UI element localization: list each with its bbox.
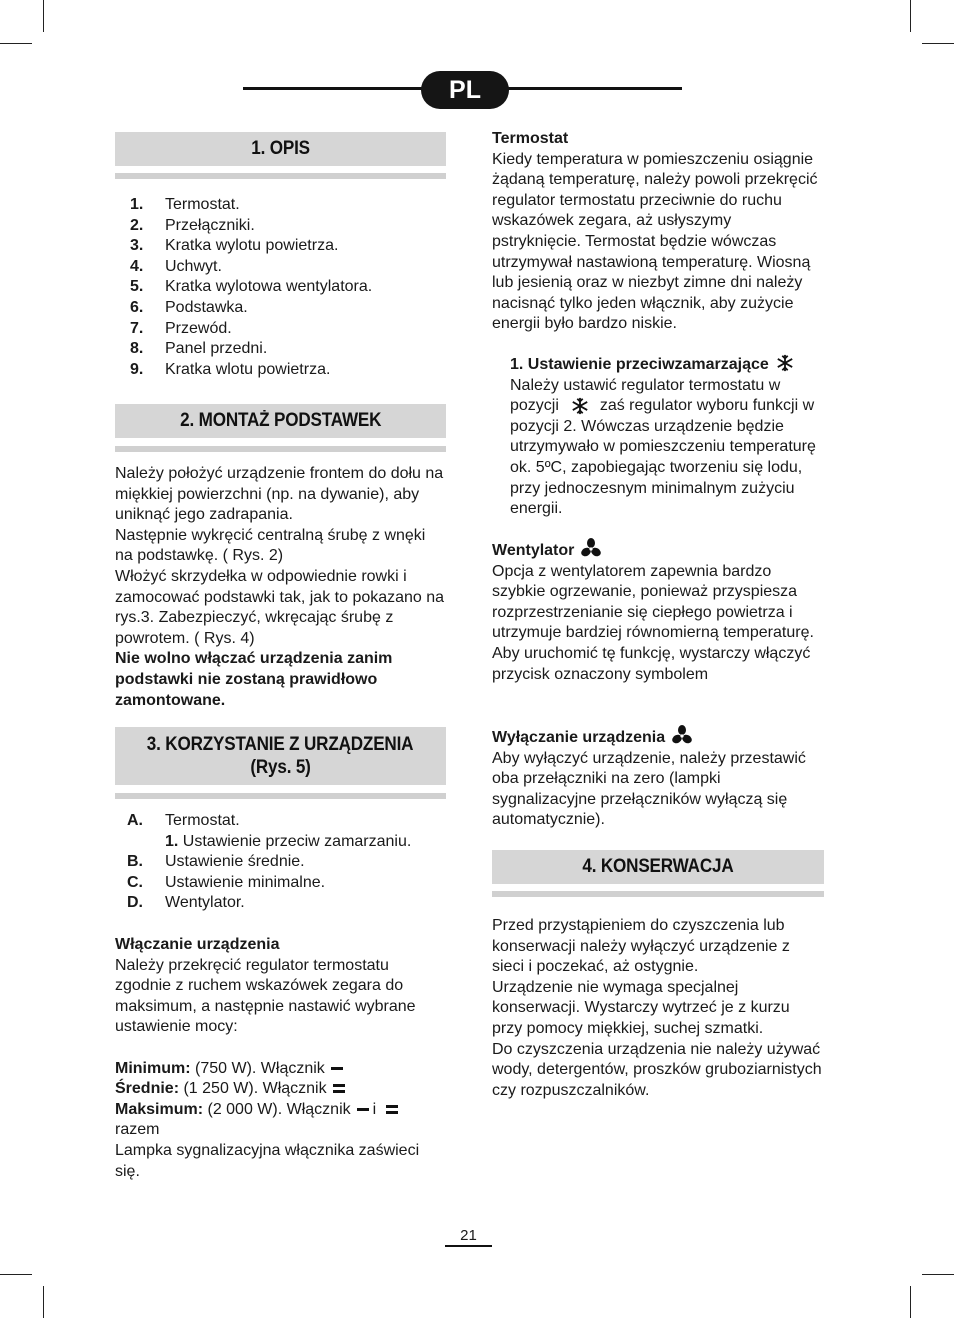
page-number: 21 xyxy=(460,1227,477,1244)
thermostat-section xyxy=(492,129,824,335)
section-underline xyxy=(115,793,446,799)
subheading: Termostat xyxy=(492,130,569,147)
subheading: Wyłączanie urządzenia xyxy=(492,728,824,749)
section-underline xyxy=(115,173,446,179)
list-item: 5. Kratka wylotowa wentylatora. xyxy=(130,278,373,296)
section-underline xyxy=(492,891,824,897)
crop-mark xyxy=(43,1286,44,1318)
language-badge: PL xyxy=(421,71,509,109)
snowflake-icon xyxy=(776,354,794,372)
list-item: A. Termostat. xyxy=(127,812,240,829)
subheading: Wentylator xyxy=(492,541,824,562)
crop-mark xyxy=(910,1286,911,1318)
crop-mark xyxy=(922,43,954,44)
paragraph: Opcja z wentylatorem zapewnia bardzo szybkie ogrzewanie, ponieważ przyspiesza rozprzestrzenianie się ciepłego powietrza i utrzymuje bardziej równomierną temperaturę. Aby uruchomić tę funkcję, wystarczy włączyć przycisk oznaczony symbolem xyxy=(492,562,814,683)
paragraph: Przed przystąpieniem do czyszczenia lub konserwacji należy wyłączyć urządzenie z sieci i poczekać, aż ostygnie. xyxy=(492,917,790,976)
snowflake-icon xyxy=(571,397,589,415)
header-rule-right xyxy=(497,87,682,90)
list-item: 6. Podstawka. xyxy=(130,298,248,316)
page-number-underline xyxy=(445,1245,492,1247)
crop-mark xyxy=(910,0,911,32)
section-header-konserwacja: 4. KONSERWACJA xyxy=(492,850,824,884)
usage-list xyxy=(115,811,446,914)
description-list xyxy=(115,195,446,380)
list-item: D. Wentylator. xyxy=(127,894,245,912)
switch-double-icon xyxy=(333,1084,345,1093)
paragraph: Urządzenie nie wymaga specjalnej konserwacji. Wystarczy wytrzeć je z kurzu przy pomocy miękkiej, suchej szmatki. xyxy=(492,978,790,1037)
paragraph: Aby wyłączyć urządzenie, należy przestawić oba przełączniki na zero (lampki sygnalizacyjne przełączników wyłączą się automatycznie). xyxy=(492,749,806,829)
crop-mark xyxy=(922,1274,954,1275)
fan-icon xyxy=(581,538,601,558)
power-off-section xyxy=(492,728,824,831)
power-medium: Średnie: (1 250 W). Włącznik xyxy=(115,1079,446,1100)
frost-section xyxy=(510,355,820,520)
list-item: 9. Kratka wlotu powietrza. xyxy=(130,360,331,378)
section-header-opis: 1. OPIS xyxy=(115,132,446,166)
fan-icon xyxy=(672,725,692,745)
list-item: B. Ustawienie średnie. xyxy=(127,853,305,871)
subheading: Włączanie urządzenia xyxy=(115,936,280,953)
paragraph: Należy ustawić regulator termostatu w pozycji zaś regulator wyboru funkcji w pozycji 2. Wówczas urządzenie będzie utrzymywało w pomieszczeniu temperaturę ok. 5ºC, zapobiegając tworzeniu się lodu, przy jednoczesnym minimalnym zużyciu energii. xyxy=(510,376,816,518)
switch-single-icon xyxy=(357,1108,369,1111)
section-header-korzystanie: 3. KORZYSTANIE Z URZĄDZENIA (Rys. 5) xyxy=(115,727,446,785)
crop-mark xyxy=(0,1274,32,1275)
section-underline xyxy=(115,446,446,452)
list-item: 1. Termostat. xyxy=(130,196,240,213)
list-item: 7. Przewód. xyxy=(130,319,232,337)
list-item: 8. Panel przedni. xyxy=(130,340,268,358)
list-item: C. Ustawienie minimalne. xyxy=(127,873,326,891)
power-minimum: Minimum: (750 W). Włącznik xyxy=(115,1059,446,1080)
crop-mark xyxy=(43,0,44,32)
maintenance-text xyxy=(492,916,824,1101)
paragraph: Włożyć skrzydełka w odpowiednie rowki i zamocować podstawki tak, jak to pokazano na rys.3. Zabezpieczyć, wkręcając śrubę z powrotem. ( Rys. 4) xyxy=(115,567,445,647)
warning-text: Nie wolno włączać urządzenia zanim podstawki nie zostaną prawidłowo zamontowane. xyxy=(115,650,393,709)
list-item: 1. Ustawienie przeciw zamarzaniu. xyxy=(165,832,412,850)
paragraph: Do czyszczenia urządzenia nie należy używać wody, detergentów, proszków gruboziarnistych czy rozpuszczalników. xyxy=(492,1040,822,1099)
list-item: 2. Przełączniki. xyxy=(130,216,255,234)
list-item: 3. Kratka wylotu powietrza. xyxy=(130,237,339,255)
paragraph: Następnie wykręcić centralną śrubę z wnęki na podstawkę. ( Rys. 2) xyxy=(115,526,426,565)
paragraph: Należy przekręcić regulator termostatu zgodnie z ruchem wskazówek zegara do maksimum, a następnie nastawić wybrane ustawienie mocy: xyxy=(115,956,416,1036)
subheading: 1. Ustawienie przeciwzamarzające xyxy=(510,355,820,376)
fan-section xyxy=(492,541,824,685)
power-on-section: Włączanie urządzenia Należy przekręcić regulator termostatu zgodnie z ruchem wskazówek zegara do maksimum, a następnie nastawić wybrane ustawienie mocy: Minimum: (750 W). Włącznik Średnie: (1 250 W). Włącznik Maksimum: (2 000 W). Włącznik i razem Lampka sygnalizacyjna włącznika zaświeci się. xyxy=(115,935,446,1182)
usage-list-items xyxy=(115,811,446,914)
switch-double-icon xyxy=(386,1105,398,1114)
section-header-montaz: 2. MONTAŻ PODSTAWEK xyxy=(115,404,446,438)
header-rule-left xyxy=(243,87,433,90)
crop-mark xyxy=(0,43,32,44)
paragraph: Kiedy temperatura w pomieszczeniu osiągnie żądaną temperaturę, należy powoli przekręcić regulator termostatu przeciwnie do ruchu wskazówek zegara, aż usłyszymy pstryknięcie. Termostat będzie wówczas utrzymywał nastawioną temperaturę. Wiosną lub jesienią oraz w niezbyt zimne dni należy nacisnąć tylko jeden włącznik, aby zużycie energii było bardzo niskie. xyxy=(492,150,818,333)
switch-single-icon xyxy=(331,1067,343,1070)
paragraph: Lampka sygnalizacyjna włącznika zaświeci się. xyxy=(115,1141,420,1180)
paragraph: Należy położyć urządzenie frontem do dołu na miękkiej powierzchni (np. na dywanie), aby uniknąć jego zadrapania. xyxy=(115,465,444,524)
power-maximum: Maksimum: (2 000 W). Włącznik i xyxy=(115,1100,446,1121)
montaz-text xyxy=(115,464,446,711)
list-item: 4. Uchwyt. xyxy=(130,257,222,275)
